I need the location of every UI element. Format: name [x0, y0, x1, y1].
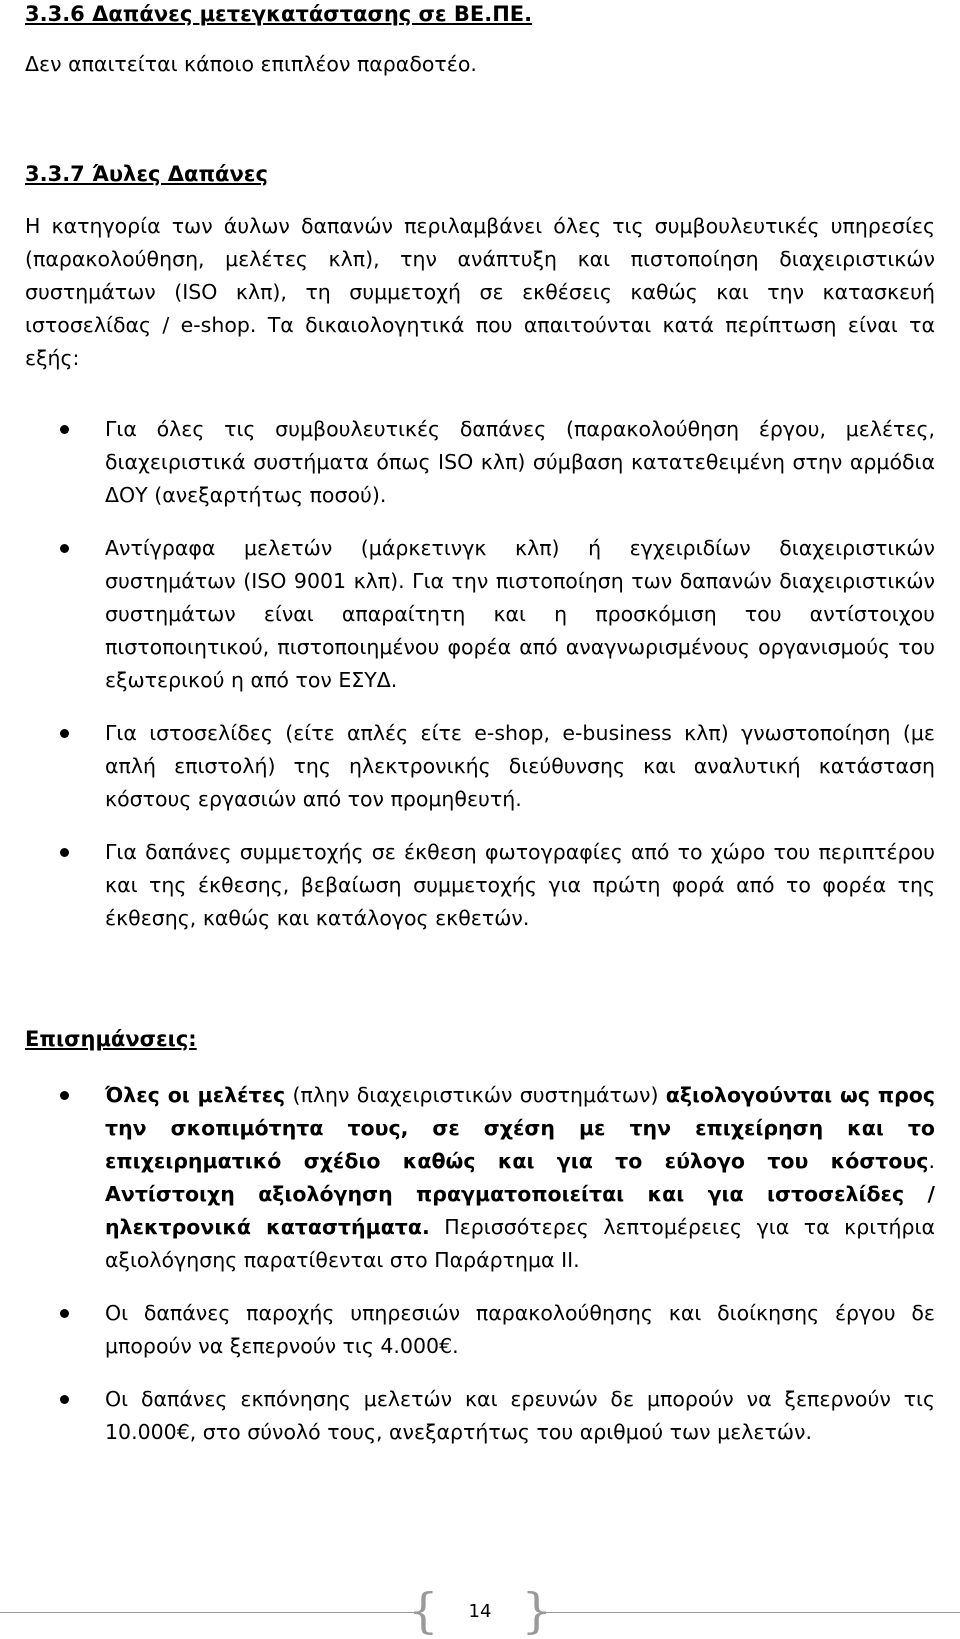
bullet-icon — [60, 1395, 69, 1404]
list-item-text: Οι δαπάνες εκπόνησης μελετών και ερευνών δε μπορούν να ξεπερνούν τις 10.000€, στο σύνολό τους, ανεξαρτήτως του αριθμού των μελετών. — [105, 1387, 935, 1444]
intro-part-1: Η κατηγορία των άυλων δαπανών περιλαμβάνει όλες τις συμβουλευτικές υπηρεσίες (παρακολούθηση, μελέτες κλπ), την ανάπτυξη και πιστοποίηση διαχειριστικών συστημάτων (ISO κλπ), τη συμμετοχή σε εκθέσεις καθώς και την κατασκευή ιστοσελίδας / e-shop. — [25, 214, 935, 337]
page-number: 14 — [468, 1600, 492, 1622]
list-item-text: Για δαπάνες συμμετοχής σε έκθεση φωτογραφίες από το χώρο του περιπτέρου και της έκθεσης, βεβαίωση συμμετοχής για πρώτη φορά από το φορέα της έκθεσης, καθώς και κατάλογος εκθετών. — [105, 840, 935, 930]
requirements-list — [25, 413, 935, 935]
note-normal-b: . — [928, 1149, 935, 1173]
bullet-icon — [60, 544, 69, 553]
notes-title: Επισημάνσεις: — [25, 1027, 197, 1051]
list-item-text: Οι δαπάνες παροχής υπηρεσιών παρακολούθησης και διοίκησης έργου δε μπορούν να ξεπερνούν τις 4.000€. — [105, 1301, 935, 1358]
notes-section — [25, 1025, 935, 1449]
list-item — [25, 1079, 935, 1277]
bullet-icon — [60, 848, 69, 857]
note-normal-c: Περισσότερες λεπτομέρειες για τα κριτήρια αξιολόγησης παρατίθενται στο Παράρτημα ΙΙ. — [105, 1215, 936, 1272]
bullet-icon — [60, 1309, 69, 1318]
section-337-title: 3.3.7 Άυλες Δαπάνες — [25, 162, 268, 186]
list-item — [25, 1383, 935, 1449]
note-normal-a: (πλην διαχειριστικών συστημάτων) — [285, 1083, 666, 1107]
list-item — [25, 717, 935, 816]
section-336 — [25, 0, 935, 81]
notes-list — [25, 1079, 935, 1449]
right-brace-icon: } — [521, 1583, 552, 1639]
note-bold-b: αξιολογούνται ως προς την σκοπιμότητα τους, σε σχέση με την επιχείρηση και το επιχειρηματικό σχέδιο καθώς και για το εύλογο του κόστους — [105, 1083, 936, 1173]
section-337 — [25, 160, 935, 935]
bullet-icon — [60, 729, 69, 738]
list-item — [25, 413, 935, 512]
section-337-intro — [25, 210, 935, 375]
section-336-text: Δεν απαιτείται κάποιο επιπλέον παραδοτέο. — [25, 52, 477, 76]
bullet-icon — [60, 1091, 69, 1100]
list-item-text: Για ιστοσελίδες (είτε απλές είτε e-shop, e-business κλπ) γνωστοποίηση (με απλή επιστολή) της ηλεκτρονικής διεύθυνσης και αναλυτική κατάσταση κόστους εργασιών από τον προμηθευτή. — [105, 721, 935, 811]
intro-part-2: Τα δικαιολογητικά που απαιτούνται κατά περίπτωση είναι τα εξής: — [25, 313, 935, 370]
bullet-icon — [60, 425, 69, 434]
list-item-text: Αντίγραφα μελετών (μάρκετινγκ κλπ) ή εγχειριδίων διαχειριστικών συστημάτων (ISO 9001 κλπ). Για την πιστοποίηση των δαπανών διαχειριστικών συστημάτων είναι απαραίτητη και η προσκόμιση του αντίστοιχου πιστοποιητικού, πιστοποιημένου φορέα από αναγνωρισμένους οργανισμούς του εξωτερικού η από τον ΕΣΥΔ. — [105, 536, 935, 692]
page-footer — [0, 1583, 960, 1639]
list-item — [25, 1297, 935, 1363]
note-bold-a: Όλες οι μελέτες — [105, 1083, 286, 1107]
list-item — [25, 836, 935, 935]
note-bold-c: Αντίστοιχη αξιολόγηση πραγματοποιείται και για ιστοσελίδες / ηλεκτρονικά καταστήματα. — [105, 1182, 935, 1239]
section-336-title: 3.3.6 Δαπάνες μετεγκατάστασης σε ΒΕ.ΠΕ. — [25, 2, 533, 26]
list-item — [25, 532, 935, 697]
left-brace-icon: { — [408, 1583, 439, 1639]
list-item-text: Για όλες τις συμβουλευτικές δαπάνες (παρακολούθηση έργου, μελέτες, διαχειριστικά συστήματα όπως ISO κλπ) σύμβαση κατατεθειμένη στην αρμόδια ΔΟΥ (ανεξαρτήτως ποσού). — [105, 417, 935, 507]
